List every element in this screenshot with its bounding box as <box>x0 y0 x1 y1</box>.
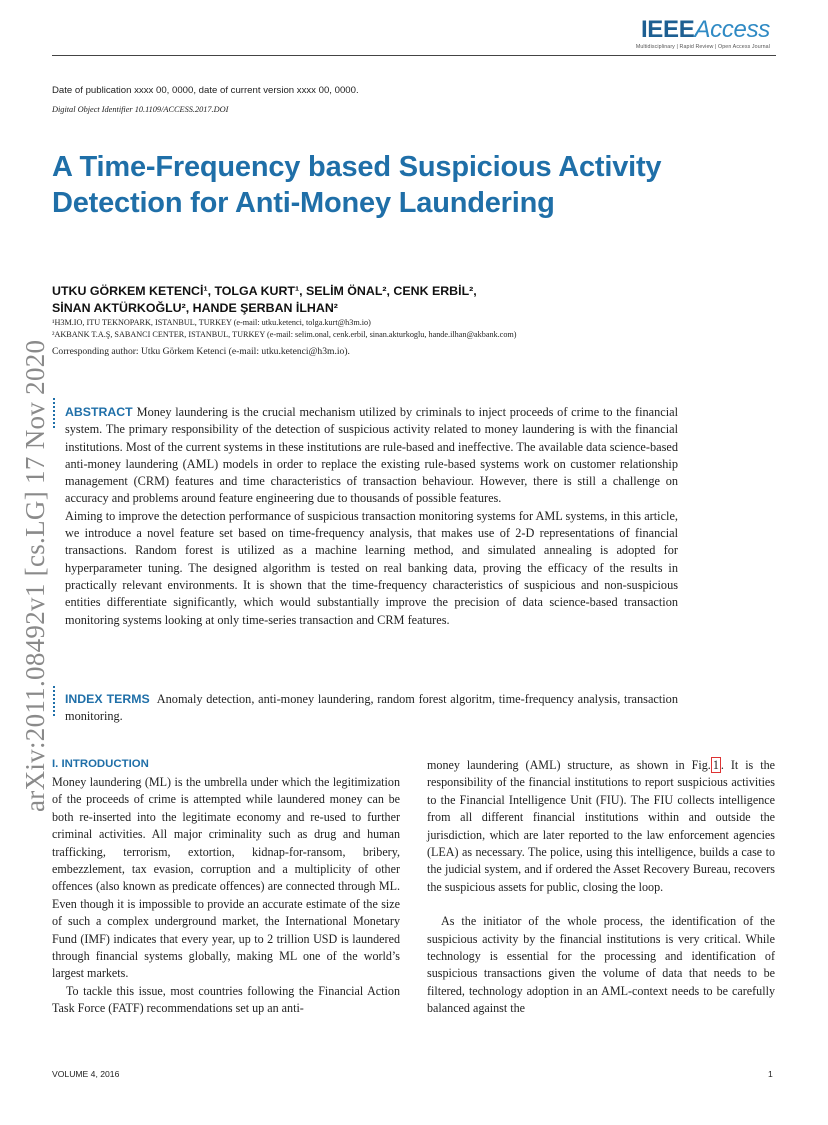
publication-date: Date of publication xxxx 00, 0000, date of current version xxxx 00, 0000. <box>52 85 359 96</box>
authors-line-1: UTKU GÖRKEM KETENCİ¹, TOLGA KURT¹, SELİM ÖNAL², CENK ERBİL², <box>52 284 477 298</box>
intro-paragraph-2: To tackle this issue, most countries following the Financial Action Task Force (FATF) recommendations set up an anti- <box>52 983 400 1016</box>
abstract-dotted-marker <box>53 398 57 428</box>
intro-paragraph-1: Money laundering (ML) is the umbrella under which the legitimization of the proceeds of crime is attempted while laundered money can be both re-inserted into the legitimate economy and re-used to further criminal activities. All major criminality such as drug and human trafficking, terrorism, extortion, kidnap-for-ransom, bribery, embezzlement, tax evasion, corruption and a multiplicity of other offences (also known as predicate offences) are connected through ML. Even though it is impossible to provide an accurate estimate of the size of such a complex underground market, the International Monetary Fund (IMF) indicates that every year, up to 2 trillion USD is laundered through financial systems globally, making ML one of the world’s largest markets. <box>52 775 400 981</box>
intro-paragraph-4: As the initiator of the whole process, the identification of the suspicious activity by the financial institutions is very critical. While technology is essential for the processing and identification of suspicious transactions given the volume of data that needs to be filtered, technology adoption in an AML-context needs to be carefully balanced against the <box>427 914 775 1016</box>
index-terms-text: Anomaly detection, anti-money laundering, random forest algoritm, time-frequency analysis, transaction monitoring. <box>65 692 678 724</box>
affiliation-2: ²AKBANK T.A.Ş, SABANCI CENTER, ISTANBUL, TURKEY (e-mail: selim.onal, cenk.erbil, sinan.akturkoglu, hande.ilhan@akbank.com) <box>52 330 517 339</box>
affiliation-1: ¹H3M.IO, ITU TEKNOPARK, ISTANBUL, TURKEY (e-mail: utku.ketenci, tolga.kurt@h3m.io) <box>52 318 371 327</box>
author-list <box>52 283 652 317</box>
abstract-paragraph-1: Money laundering is the crucial mechanism utilized by criminals to inject proceeds of crime to the financial system. The primary responsibility of the detection of suspicious activity related to money laundering is with the financial institutions. Most of the current systems in these institutions are rule-based and ineffective. The available data science-based anti-money laundering (AML) models in order to replace the existing rule-based systems work on customer relationship management (CRM) features and time characteristics of transaction behaviour. However, there is still a challenge on accuracy and problems around feature engineering due to thousands of possible features. <box>65 405 678 506</box>
corresponding-author: Corresponding author: Utku Görkem Ketenci (e-mail: utku.ketenci@h3m.io). <box>52 346 350 357</box>
footer-volume: VOLUME 4, 2016 <box>52 1069 120 1079</box>
intro-paragraph-3 <box>427 757 775 896</box>
abstract-block <box>65 404 678 629</box>
index-terms-label: INDEX TERMS <box>65 692 150 706</box>
index-terms-block <box>65 691 678 726</box>
abstract-label: ABSTRACT <box>65 405 133 419</box>
logo-access-text: Access <box>694 16 770 43</box>
paper-title: A Time-Frequency based Suspicious Activity Detection for Anti-Money Laundering <box>52 151 662 219</box>
doi-line: Digital Object Identifier 10.1109/ACCESS.2017.DOI <box>52 105 229 114</box>
logo-ieee-text: IEEE <box>640 16 695 43</box>
right-column <box>427 757 775 1018</box>
abstract-paragraph-2: Aiming to improve the detection performance of suspicious transaction monitoring systems for AML systems, in this article, we introduce a novel feature set based on time-frequency analysis, that makes use of 2-D representations of financial transactions. Random forest is utilized as a machine learning method, and simulated annealing is adopted for hyperparameter tuning. The designed algorithm is tested on real banking data, proving the efficacy of the results in practically relevant environments. It is shown that the time-frequency characteristics of suspicious and non-suspicious entities differentiate significantly, which would substantially improve the precision of data science-based transaction monitoring systems looking at only time-series transaction and CRM features. <box>65 508 678 627</box>
index-terms-dotted-marker <box>53 686 57 716</box>
section-heading-introduction: I. INTRODUCTION <box>52 758 149 770</box>
figure-reference-link[interactable]: 1 <box>712 758 719 772</box>
arxiv-side-stamp: arXiv:2011.08492v1 [cs.LG] 17 Nov 2020 <box>20 339 50 812</box>
footer-page-number: 1 <box>768 1069 773 1079</box>
ieee-access-logo <box>636 17 770 50</box>
intro-paragraph-3-start: money laundering (AML) structure, as shown in Fig. <box>427 758 711 772</box>
intro-paragraph-3-rest: . It is the responsibility of the financial institutions to report suspicious activities to the Financial Intelligence Unit (FIU). The FIU collects intelligence from all different financial institutions within and outside the jurisdiction, which are later reported to the law enforcement agencies (LEA) as necessary. The police, using this intelligence, builds a case to the judicial system, and if ordered the Asset Recovery Bureau, recovers the suspicious assets for public, closing the loop. <box>427 758 776 894</box>
authors-line-2: SİNAN AKTÜRKOĞLU², HANDE ŞERBAN İLHAN² <box>52 301 338 315</box>
left-column <box>52 756 400 1018</box>
logo-tagline: Multidisciplinary | Rapid Review | Open Access Journal <box>635 44 770 50</box>
header-divider <box>52 55 776 56</box>
